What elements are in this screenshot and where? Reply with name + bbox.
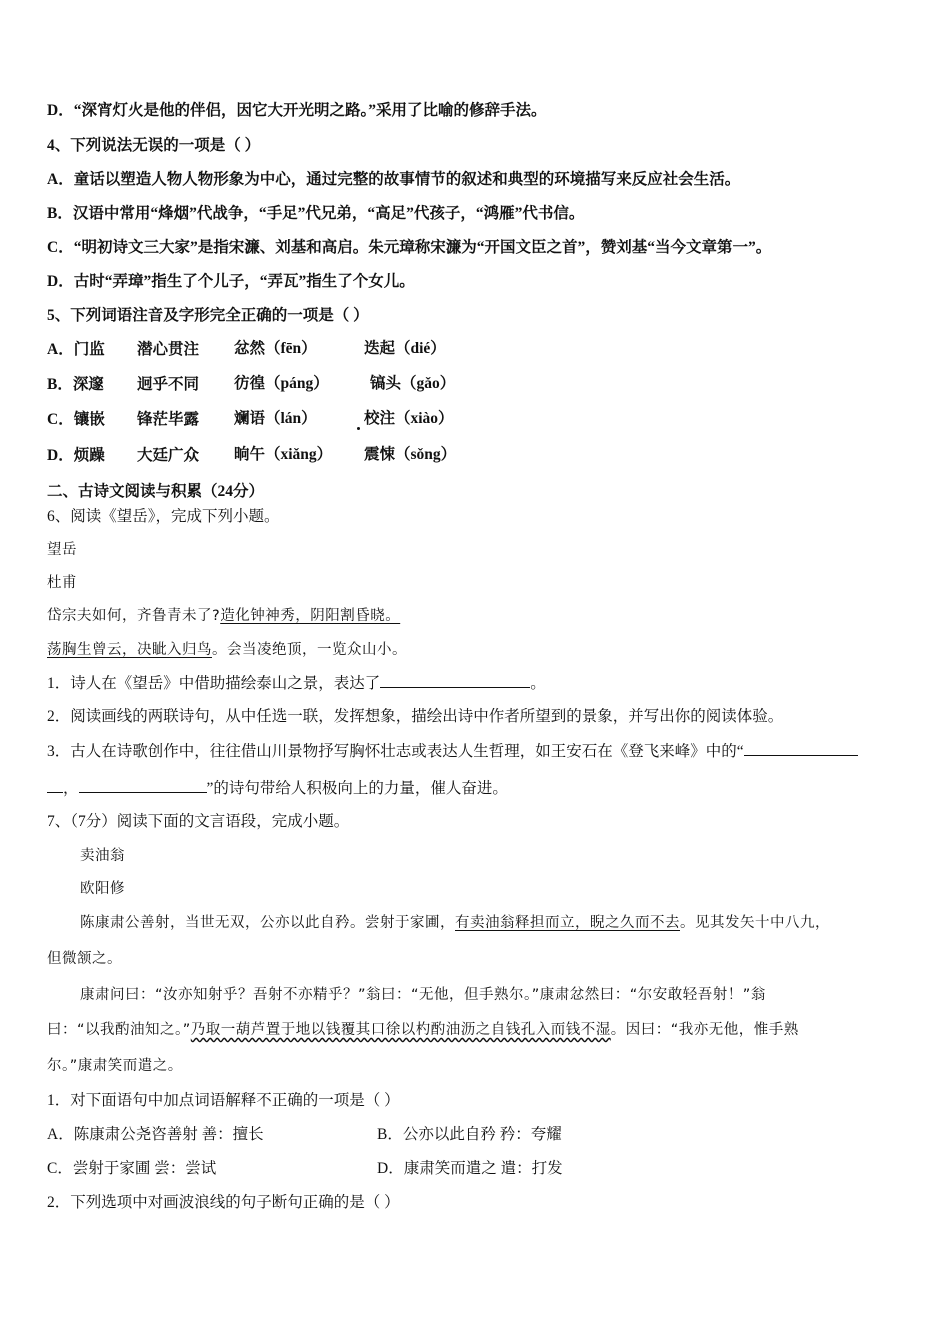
q7-sub1: 1．对下面语句中加点词语解释不正确的一项是（ ） <box>47 1092 400 1109</box>
poem-line-2-underlined: 荡胸生曾云，决眦入归鸟 <box>47 642 212 658</box>
q5-d-word2: 大廷广众 <box>137 447 200 464</box>
poem-line-1-underlined: 造化钟神秀，阴阳割昏晓。 <box>220 608 401 624</box>
q6-sub2: 2．阅读画线的两联诗句，从中任选一联，发挥想象，描绘出诗中作者所望到的景象，并写出你的阅读体验。 <box>47 708 784 725</box>
p1-underlined: 有卖油翁释担而立，睨之久而不去 <box>455 915 680 931</box>
q7-option-a: A．陈康肃公尧咨善射 善：擅长 <box>47 1126 264 1143</box>
poem-title: 望岳 <box>47 542 77 558</box>
q5-a-word2: 潜心贯注 <box>137 341 200 358</box>
p1-text-c: 。见其发矢十中八九， <box>680 915 830 931</box>
answer-blank[interactable] <box>79 778 207 793</box>
passage-p1-line1 <box>80 913 830 933</box>
q6-sub1-end: 。 <box>530 675 546 692</box>
q5-c-word2: 锋茫毕露 <box>137 411 200 428</box>
q5-b-word4: 镐头（gǎo） <box>370 375 456 392</box>
q4-option-b: B．汉语中常用“烽烟”代战争，“手足”代兄弟，“高足”代孩子，“鸿雁”代书信。 <box>47 205 585 222</box>
p2-text-b: 曰：“以我酌油知之。” <box>47 1022 191 1038</box>
q6-sub1 <box>47 673 546 694</box>
q6-sub3-line1 <box>47 741 858 762</box>
q7-option-b: B．公亦以此自矜 矜：夸耀 <box>377 1126 562 1143</box>
section-heading: 二、古诗文阅读与积累（24分） <box>47 483 265 500</box>
answer-blank[interactable] <box>744 741 858 756</box>
passage-author: 欧阳修 <box>80 881 125 897</box>
q7-option-c: C．尝射于家圃 尝：尝试 <box>47 1160 217 1177</box>
q6-sub3-line2 <box>47 778 508 799</box>
poem-author: 杜甫 <box>47 575 77 591</box>
q6-sub3-end: ”的诗句带给人积极向上的力量，催人奋进。 <box>206 780 508 797</box>
answer-blank[interactable] <box>47 778 63 793</box>
poem-line-1-plain: 岱宗夫如何，齐鲁青未了? <box>47 608 221 624</box>
q6-stem: 6、阅读《望岳》，完成下列小题。 <box>47 508 280 525</box>
q5-a-word4: 迭起（dié） <box>364 340 446 357</box>
q5-d-word1: D．烦躁 <box>47 447 105 464</box>
passage-p2-line1: 康肃问曰：“汝亦知射乎？吾射不亦精乎？”翁曰：“无他，但手熟尔。”康肃忿然曰：“尔安敢轻吾射！”翁 <box>80 987 766 1003</box>
p2-text-d: 。因曰：“我亦无他，惟手熟 <box>610 1022 799 1038</box>
q5-b-word3: 彷徨（páng） <box>234 375 329 392</box>
q5-b-word1: B．深邃 <box>47 376 104 393</box>
passage-title: 卖油翁 <box>80 848 125 864</box>
q6-sub3-comma: ， <box>63 780 79 797</box>
q5-b-word2: 迥乎不同 <box>137 376 200 393</box>
q6-sub1-text: 1．诗人在《望岳》中借助描绘泰山之景，表达了 <box>47 675 381 692</box>
poem-line-2-plain: 。会当凌绝顶，一览众山小。 <box>212 642 407 658</box>
p1-text-a: 陈康肃公善射，当世无双，公亦以此自矜。尝射于家圃， <box>80 915 455 931</box>
passage-p2-line2 <box>47 1020 799 1040</box>
q5-d-word4: 震悚（sǒng） <box>364 446 457 463</box>
q7-option-d: D．康肃笑而遣之 遣：打发 <box>377 1160 563 1177</box>
q5-c-word1: C．镶嵌 <box>47 411 105 428</box>
q5-stem: 5、下列词语注音及字形完全正确的一项是（ ） <box>47 307 369 324</box>
q5-d-word3: 晌午（xiǎng） <box>234 446 333 463</box>
q4-stem: 4、下列说法无误的一项是（ ） <box>47 137 261 154</box>
q5-a-word1: A．门监 <box>47 341 105 358</box>
q6-sub3-text: 3．古人在诗歌创作中，往往借山川景物抒写胸怀壮志或表达人生哲理，如王安石在《登飞来峰》中的“ <box>47 743 744 760</box>
poem-line-2 <box>47 640 407 660</box>
q5-c-word3: 斓语（lán） <box>234 410 317 427</box>
q7-stem: 7、（7分）阅读下面的文言语段，完成小题。 <box>47 813 350 830</box>
q4-option-c: C．“明初诗文三大家”是指宋濂、刘基和高启。朱元璋称宋濂为“开国文臣之首”，赞刘基“当今文章第一”。 <box>47 239 772 256</box>
p2-wavy-sentence: 乃取一葫芦置于地以钱覆其口徐以杓酌油沥之自钱孔入而钱不湿 <box>190 1022 611 1038</box>
q5-a-word3: 忿然（fēn） <box>234 340 317 357</box>
q5-c-word4: 校注（xiào） <box>364 410 454 427</box>
q3-option-d: D．“深宵灯火是他的伴侣，因它大开光明之路。”采用了比喻的修辞手法。 <box>47 102 547 119</box>
passage-p2-line3: 尔。”康肃笑而遣之。 <box>47 1058 183 1074</box>
q4-option-a: A．童话以塑造人物人物形象为中心，通过完整的故事情节的叙述和典型的环境描写来反应社会生活。 <box>47 171 741 188</box>
passage-p1-line2: 但微颔之。 <box>47 951 122 967</box>
q7-sub2: 2．下列选项中对画波浪线的句子断句正确的是（ ） <box>47 1194 400 1211</box>
answer-blank[interactable] <box>380 673 530 688</box>
emphasis-dot <box>357 427 360 430</box>
q4-option-d: D．古时“弄璋”指生了个儿子，“弄瓦”指生了个女儿。 <box>47 273 415 290</box>
poem-line-1 <box>47 606 400 626</box>
